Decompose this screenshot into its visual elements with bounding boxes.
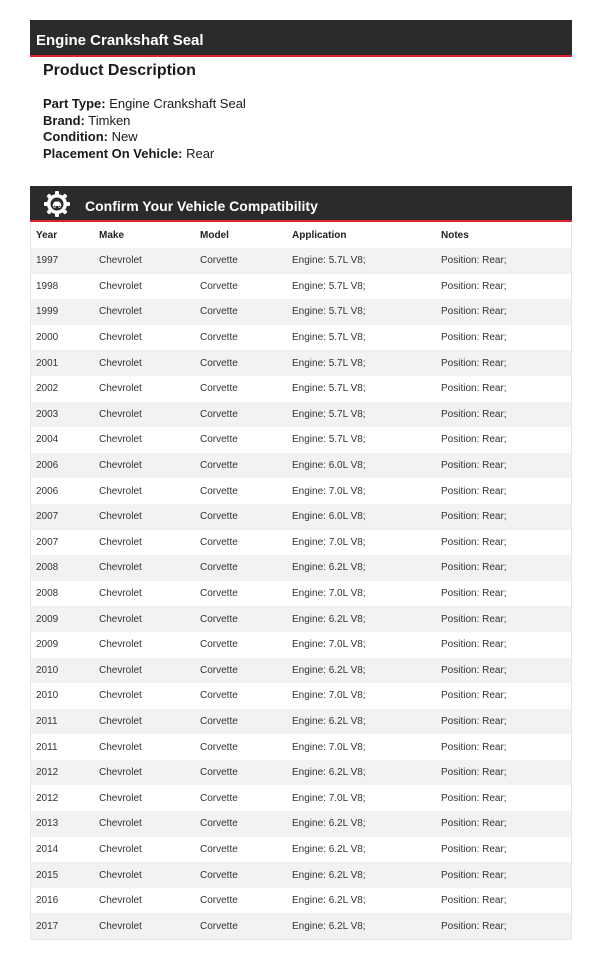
cell-application: Engine: 6.2L V8; — [292, 818, 366, 830]
cell-year: 2007 — [36, 511, 59, 523]
column-header-make: Make — [99, 230, 125, 241]
cell-model: Corvette — [200, 869, 238, 881]
cell-model: Corvette — [200, 306, 238, 318]
cell-make: Chevrolet — [99, 690, 142, 702]
cell-make: Chevrolet — [99, 664, 142, 676]
spec-condition — [43, 129, 563, 146]
compatibility-header — [30, 186, 572, 222]
cell-make: Chevrolet — [99, 920, 142, 932]
cell-model: Corvette — [200, 511, 238, 523]
cell-application: Engine: 5.7L V8; — [292, 408, 366, 420]
cell-model: Corvette — [200, 715, 238, 727]
cell-model: Corvette — [200, 332, 238, 344]
cell-model: Corvette — [200, 280, 238, 292]
cell-notes: Position: Rear; — [441, 485, 507, 497]
cell-make: Chevrolet — [99, 767, 142, 779]
table-row — [30, 581, 572, 607]
cell-application: Engine: 6.2L V8; — [292, 664, 366, 676]
cell-model: Corvette — [200, 485, 238, 497]
spec-placement — [43, 146, 563, 163]
cell-make: Chevrolet — [99, 869, 142, 881]
product-title-bar — [30, 20, 572, 57]
cell-notes: Position: Rear; — [441, 690, 507, 702]
cell-notes: Position: Rear; — [441, 460, 507, 472]
cell-year: 2012 — [36, 792, 59, 804]
cell-year: 1999 — [36, 306, 59, 318]
cell-make: Chevrolet — [99, 588, 142, 600]
compatibility-title: Confirm Your Vehicle Compatibility — [85, 198, 318, 214]
cell-make: Chevrolet — [99, 741, 142, 753]
cell-application: Engine: 5.7L V8; — [292, 280, 366, 292]
table-row — [30, 811, 572, 837]
cell-model: Corvette — [200, 460, 238, 472]
cell-model: Corvette — [200, 690, 238, 702]
cell-application: Engine: 5.7L V8; — [292, 434, 366, 446]
cell-make: Chevrolet — [99, 639, 142, 651]
cell-year: 2006 — [36, 460, 59, 472]
table-row — [30, 453, 572, 479]
cell-make: Chevrolet — [99, 460, 142, 472]
cell-model: Corvette — [200, 408, 238, 420]
spec-value: Rear — [186, 145, 215, 161]
cell-year: 2009 — [36, 613, 59, 625]
cell-model: Corvette — [200, 255, 238, 267]
cell-notes: Position: Rear; — [441, 843, 507, 855]
spec-label: Brand: — [43, 112, 85, 128]
cell-make: Chevrolet — [99, 613, 142, 625]
product-title: Engine Crankshaft Seal — [36, 32, 204, 49]
cell-notes: Position: Rear; — [441, 357, 507, 369]
product-description — [43, 60, 563, 162]
cell-make: Chevrolet — [99, 306, 142, 318]
gear-car-icon — [43, 190, 71, 218]
table-row — [30, 709, 572, 735]
cell-notes: Position: Rear; — [441, 408, 507, 420]
cell-application: Engine: 6.2L V8; — [292, 715, 366, 727]
cell-model: Corvette — [200, 792, 238, 804]
cell-model: Corvette — [200, 383, 238, 395]
spec-value: Timken — [88, 112, 131, 128]
cell-application: Engine: 6.2L V8; — [292, 895, 366, 907]
table-row — [30, 299, 572, 325]
cell-application: Engine: 5.7L V8; — [292, 357, 366, 369]
cell-model: Corvette — [200, 562, 238, 574]
cell-notes: Position: Rear; — [441, 869, 507, 881]
description-heading: Product Description — [43, 62, 196, 79]
table-row — [30, 785, 572, 811]
cell-model: Corvette — [200, 818, 238, 830]
cell-application: Engine: 6.2L V8; — [292, 843, 366, 855]
cell-make: Chevrolet — [99, 843, 142, 855]
cell-application: Engine: 7.0L V8; — [292, 792, 366, 804]
cell-notes: Position: Rear; — [441, 895, 507, 907]
cell-year: 2016 — [36, 895, 59, 907]
cell-year: 2017 — [36, 920, 59, 932]
cell-notes: Position: Rear; — [441, 332, 507, 344]
cell-make: Chevrolet — [99, 511, 142, 523]
cell-year: 2011 — [36, 715, 58, 727]
cell-application: Engine: 5.7L V8; — [292, 332, 366, 344]
cell-year: 2004 — [36, 434, 59, 446]
cell-notes: Position: Rear; — [441, 741, 507, 753]
cell-year: 2015 — [36, 869, 59, 881]
cell-application: Engine: 7.0L V8; — [292, 690, 366, 702]
cell-notes: Position: Rear; — [441, 818, 507, 830]
cell-notes: Position: Rear; — [441, 280, 507, 292]
cell-model: Corvette — [200, 588, 238, 600]
cell-notes: Position: Rear; — [441, 383, 507, 395]
cell-year: 2010 — [36, 664, 59, 676]
column-header-model: Model — [200, 230, 229, 241]
cell-model: Corvette — [200, 895, 238, 907]
cell-year: 2001 — [36, 357, 59, 369]
cell-year: 2007 — [36, 536, 59, 548]
cell-year: 2013 — [36, 818, 59, 830]
table-row — [30, 888, 572, 914]
cell-make: Chevrolet — [99, 434, 142, 446]
cell-model: Corvette — [200, 843, 238, 855]
cell-application: Engine: 5.7L V8; — [292, 306, 366, 318]
table-row — [30, 504, 572, 530]
cell-notes: Position: Rear; — [441, 588, 507, 600]
spec-label: Condition: — [43, 129, 108, 144]
table-row — [30, 837, 572, 863]
spec-brand — [43, 113, 563, 130]
cell-application: Engine: 6.0L V8; — [292, 511, 366, 523]
table-row — [30, 760, 572, 786]
cell-make: Chevrolet — [99, 255, 142, 267]
table-header-row — [30, 223, 572, 248]
cell-notes: Position: Rear; — [441, 511, 507, 523]
column-header-year: Year — [36, 230, 58, 241]
cell-year: 2009 — [36, 639, 59, 651]
cell-application: Engine: 5.7L V8; — [292, 255, 366, 267]
cell-notes: Position: Rear; — [441, 434, 507, 446]
cell-year: 2014 — [36, 843, 59, 855]
cell-make: Chevrolet — [99, 562, 142, 574]
spec-label: Part Type: — [43, 96, 106, 111]
table-row — [30, 376, 572, 402]
cell-make: Chevrolet — [99, 536, 142, 548]
cell-application: Engine: 7.0L V8; — [292, 588, 366, 600]
spec-label: Placement On Vehicle: — [43, 145, 183, 161]
cell-notes: Position: Rear; — [441, 792, 507, 804]
table-row — [30, 427, 572, 453]
cell-notes: Position: Rear; — [441, 920, 507, 932]
cell-application: Engine: 6.2L V8; — [292, 767, 366, 779]
cell-application: Engine: 5.7L V8; — [292, 383, 366, 395]
cell-application: Engine: 6.2L V8; — [292, 920, 366, 932]
table-row — [30, 402, 572, 428]
cell-year: 2008 — [36, 562, 59, 574]
cell-application: Engine: 6.0L V8; — [292, 460, 366, 472]
spec-part-type — [43, 96, 563, 113]
cell-year: 1997 — [36, 255, 59, 267]
cell-make: Chevrolet — [99, 383, 142, 395]
column-header-notes: Notes — [441, 230, 469, 241]
cell-application: Engine: 6.2L V8; — [292, 613, 366, 625]
cell-notes: Position: Rear; — [441, 767, 507, 779]
table-row — [30, 683, 572, 709]
table-row — [30, 555, 572, 581]
cell-model: Corvette — [200, 434, 238, 446]
table-row — [30, 248, 572, 274]
cell-application: Engine: 7.0L V8; — [292, 485, 366, 497]
cell-model: Corvette — [200, 767, 238, 779]
table-row — [30, 274, 572, 300]
cell-notes: Position: Rear; — [441, 664, 507, 676]
cell-model: Corvette — [200, 536, 238, 548]
cell-make: Chevrolet — [99, 357, 142, 369]
cell-make: Chevrolet — [99, 332, 142, 344]
cell-year: 2002 — [36, 383, 59, 395]
cell-notes: Position: Rear; — [441, 562, 507, 574]
cell-application: Engine: 7.0L V8; — [292, 536, 366, 548]
spec-value: Engine Crankshaft Seal — [109, 96, 246, 111]
table-row — [30, 862, 572, 888]
cell-application: Engine: 7.0L V8; — [292, 639, 366, 651]
table-row — [30, 325, 572, 351]
spec-value: New — [111, 129, 138, 144]
table-row — [30, 658, 572, 684]
cell-model: Corvette — [200, 613, 238, 625]
cell-year: 2010 — [36, 690, 59, 702]
cell-year: 2003 — [36, 408, 59, 420]
cell-make: Chevrolet — [99, 818, 142, 830]
table-row — [30, 478, 572, 504]
table-row — [30, 606, 572, 632]
column-header-application: Application — [292, 230, 347, 241]
cell-notes: Position: Rear; — [441, 255, 507, 267]
cell-make: Chevrolet — [99, 715, 142, 727]
cell-year: 2000 — [36, 332, 59, 344]
table-body — [30, 248, 572, 939]
cell-make: Chevrolet — [99, 792, 142, 804]
cell-application: Engine: 6.2L V8; — [292, 562, 366, 574]
table-row — [30, 734, 572, 760]
cell-make: Chevrolet — [99, 895, 142, 907]
cell-make: Chevrolet — [99, 280, 142, 292]
cell-notes: Position: Rear; — [441, 715, 507, 727]
cell-model: Corvette — [200, 664, 238, 676]
cell-model: Corvette — [200, 639, 238, 651]
compatibility-table — [30, 223, 572, 939]
cell-year: 2011 — [36, 741, 58, 753]
cell-year: 1998 — [36, 280, 59, 292]
cell-model: Corvette — [200, 920, 238, 932]
cell-notes: Position: Rear; — [441, 536, 507, 548]
cell-application: Engine: 7.0L V8; — [292, 741, 366, 753]
table-row — [30, 350, 572, 376]
cell-model: Corvette — [200, 357, 238, 369]
cell-year: 2006 — [36, 485, 59, 497]
cell-model: Corvette — [200, 741, 238, 753]
table-row — [30, 632, 572, 658]
cell-notes: Position: Rear; — [441, 639, 507, 651]
table-row — [30, 913, 572, 939]
cell-notes: Position: Rear; — [441, 613, 507, 625]
table-row — [30, 530, 572, 556]
cell-make: Chevrolet — [99, 485, 142, 497]
cell-application: Engine: 6.2L V8; — [292, 869, 366, 881]
cell-year: 2012 — [36, 767, 59, 779]
cell-year: 2008 — [36, 588, 59, 600]
cell-make: Chevrolet — [99, 408, 142, 420]
cell-notes: Position: Rear; — [441, 306, 507, 318]
